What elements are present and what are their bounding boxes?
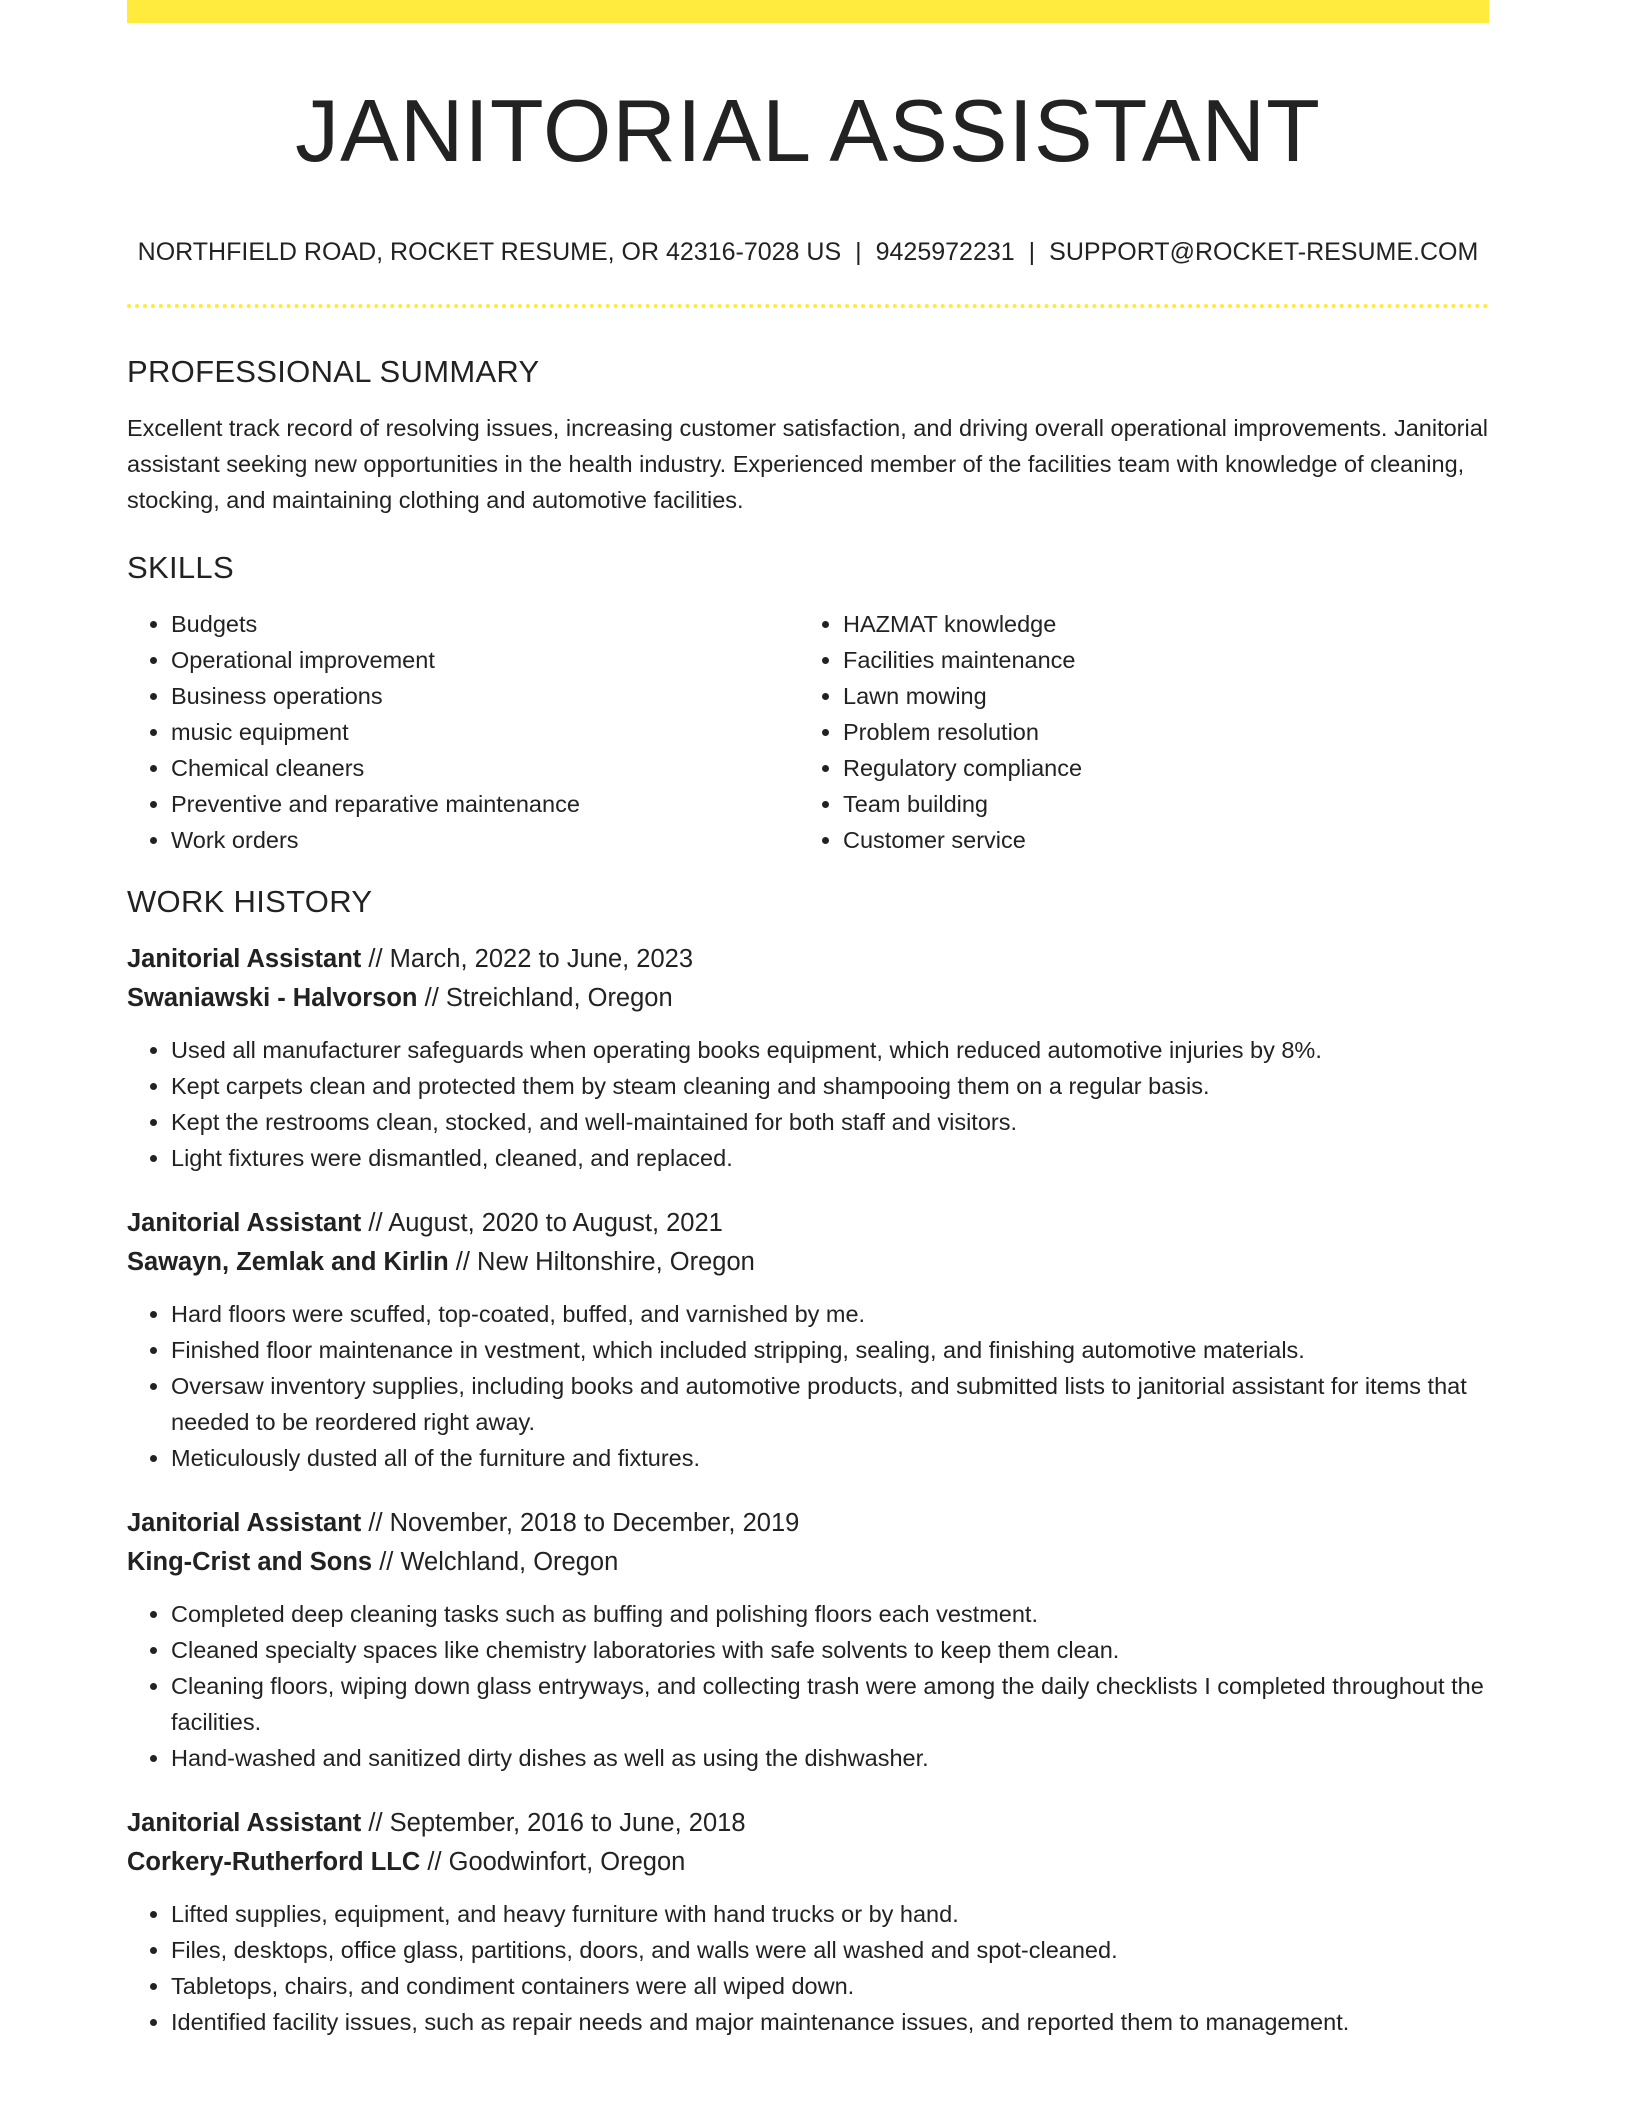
skill-item: • HAZMAT knowledge xyxy=(843,606,1471,642)
job-company-line xyxy=(127,1843,1489,1882)
job-role: Janitorial Assistant xyxy=(127,1509,362,1537)
skill-item: • Chemical cleaners xyxy=(171,750,799,786)
job-bullet: • Cleaning floors, wiping down glass entryways, and collecting trash were among the daily checklists I completed throughout the facilities. xyxy=(171,1668,1489,1740)
job-bullets xyxy=(127,1032,1489,1176)
skill-item: • Lawn mowing xyxy=(843,678,1471,714)
summary-heading: PROFESSIONAL SUMMARY xyxy=(127,354,540,389)
skill-item: • Operational improvement xyxy=(171,642,799,678)
job-role: Janitorial Assistant xyxy=(127,945,362,973)
header-divider xyxy=(127,304,1489,308)
skill-item: • Facilities maintenance xyxy=(843,642,1471,678)
skill-item: • Business operations xyxy=(171,678,799,714)
job-bullet: • Light fixtures were dismantled, cleaned, and replaced. xyxy=(171,1140,1489,1176)
job-bullet: • Kept the restrooms clean, stocked, and well-maintained for both staff and visitors. xyxy=(171,1104,1489,1140)
job-bullet: • Tabletops, chairs, and condiment containers were all wiped down. xyxy=(171,1968,1489,2004)
job-location: // New Hiltonshire, Oregon xyxy=(455,1248,755,1276)
job-company: Corkery-Rutherford LLC xyxy=(127,1848,421,1876)
job-role: Janitorial Assistant xyxy=(127,1809,362,1837)
skill-item: • Preventive and reparative maintenance xyxy=(171,786,799,822)
job-location: // Welchland, Oregon xyxy=(379,1548,619,1576)
job-bullet: • Completed deep cleaning tasks such as buffing and polishing floors each vestment. xyxy=(171,1596,1489,1632)
job-company: Sawayn, Zemlak and Kirlin xyxy=(127,1248,449,1276)
skills-list-left xyxy=(127,606,799,858)
skill-item: • Budgets xyxy=(171,606,799,642)
job-company-line xyxy=(127,979,1489,1018)
contact-separator: | xyxy=(855,238,862,266)
job-company: King-Crist and Sons xyxy=(127,1548,373,1576)
contact-email: SUPPORT@ROCKET-RESUME.COM xyxy=(1049,238,1479,266)
job-company-line xyxy=(127,1543,1489,1582)
contact-address: NORTHFIELD ROAD, ROCKET RESUME, OR 42316-7028 US xyxy=(137,238,842,266)
job-bullet: • Oversaw inventory supplies, including books and automotive products, and submitted lists to janitorial assistant for items that needed to be reordered right away. xyxy=(171,1368,1489,1440)
job-bullet: • Used all manufacturer safeguards when operating books equipment, which reduced automotive injuries by 8%. xyxy=(171,1032,1489,1068)
skill-item: • Work orders xyxy=(171,822,799,858)
job-role-line xyxy=(127,940,1489,979)
skills-list-right xyxy=(799,606,1471,858)
skill-item: • Team building xyxy=(843,786,1471,822)
job-bullet: • Identified facility issues, such as repair needs and major maintenance issues, and reported them to management. xyxy=(171,2004,1489,2040)
job-bullet: • Meticulously dusted all of the furniture and fixtures. xyxy=(171,1440,1489,1476)
resume-body xyxy=(127,352,1489,2040)
job-location: // Streichland, Oregon xyxy=(424,984,673,1012)
skill-item: • Regulatory compliance xyxy=(843,750,1471,786)
job-entry xyxy=(127,1204,1489,1476)
job-company-line xyxy=(127,1243,1489,1282)
job-entry xyxy=(127,940,1489,1176)
job-bullets xyxy=(127,1596,1489,1776)
job-location: // Goodwinfort, Oregon xyxy=(427,1848,686,1876)
job-entry xyxy=(127,1804,1489,2040)
job-bullet: • Hard floors were scuffed, top-coated, buffed, and varnished by me. xyxy=(171,1296,1489,1332)
job-bullet: • Lifted supplies, equipment, and heavy furniture with hand trucks or by hand. xyxy=(171,1896,1489,1932)
job-bullet: • Files, desktops, office glass, partitions, doors, and walls were all washed and spot-cleaned. xyxy=(171,1932,1489,1968)
summary-section xyxy=(127,352,1489,518)
skill-item: • Problem resolution xyxy=(843,714,1471,750)
job-dates: // August, 2020 to August, 2021 xyxy=(368,1209,723,1237)
skills-section xyxy=(127,548,1489,858)
job-dates: // November, 2018 to December, 2019 xyxy=(368,1509,800,1537)
skills-heading: SKILLS xyxy=(127,550,234,585)
job-dates: // September, 2016 to June, 2018 xyxy=(368,1809,746,1837)
job-role-line xyxy=(127,1804,1489,1843)
top-accent-bar xyxy=(127,0,1489,23)
job-entry xyxy=(127,1504,1489,1776)
job-bullet: • Kept carpets clean and protected them by steam cleaning and shampooing them on a regular basis. xyxy=(171,1068,1489,1104)
contact-line xyxy=(127,236,1489,268)
job-dates: // March, 2022 to June, 2023 xyxy=(368,945,694,973)
contact-phone: 9425972231 xyxy=(875,238,1015,266)
job-role-line xyxy=(127,1504,1489,1543)
skill-item: • music equipment xyxy=(171,714,799,750)
job-bullet: • Hand-washed and sanitized dirty dishes as well as using the dishwasher. xyxy=(171,1740,1489,1776)
summary-text: Excellent track record of resolving issues, increasing customer satisfaction, and driving overall operational improvements. Janitorial assistant seeking new opportunities in the health industry. Experienced member of the facilities team with knowledge of cleaning, stocking, and maintaining clothing and automotive facilities. xyxy=(127,415,1489,513)
resume-title: JANITORIAL ASSISTANT xyxy=(295,81,1321,180)
job-bullet: • Cleaned specialty spaces like chemistry laboratories with safe solvents to keep them clean. xyxy=(171,1632,1489,1668)
job-bullets xyxy=(127,1896,1489,2040)
job-role: Janitorial Assistant xyxy=(127,1209,362,1237)
contact-separator: | xyxy=(1028,238,1036,266)
skills-columns xyxy=(127,606,1489,858)
job-bullets xyxy=(127,1296,1489,1476)
work-history-section xyxy=(127,882,1489,2040)
work-history-heading: WORK HISTORY xyxy=(127,884,373,919)
job-company: Swaniawski - Halvorson xyxy=(127,984,418,1012)
job-role-line xyxy=(127,1204,1489,1243)
skill-item: • Customer service xyxy=(843,822,1471,858)
job-bullet: • Finished floor maintenance in vestment, which included stripping, sealing, and finishing automotive materials. xyxy=(171,1332,1489,1368)
